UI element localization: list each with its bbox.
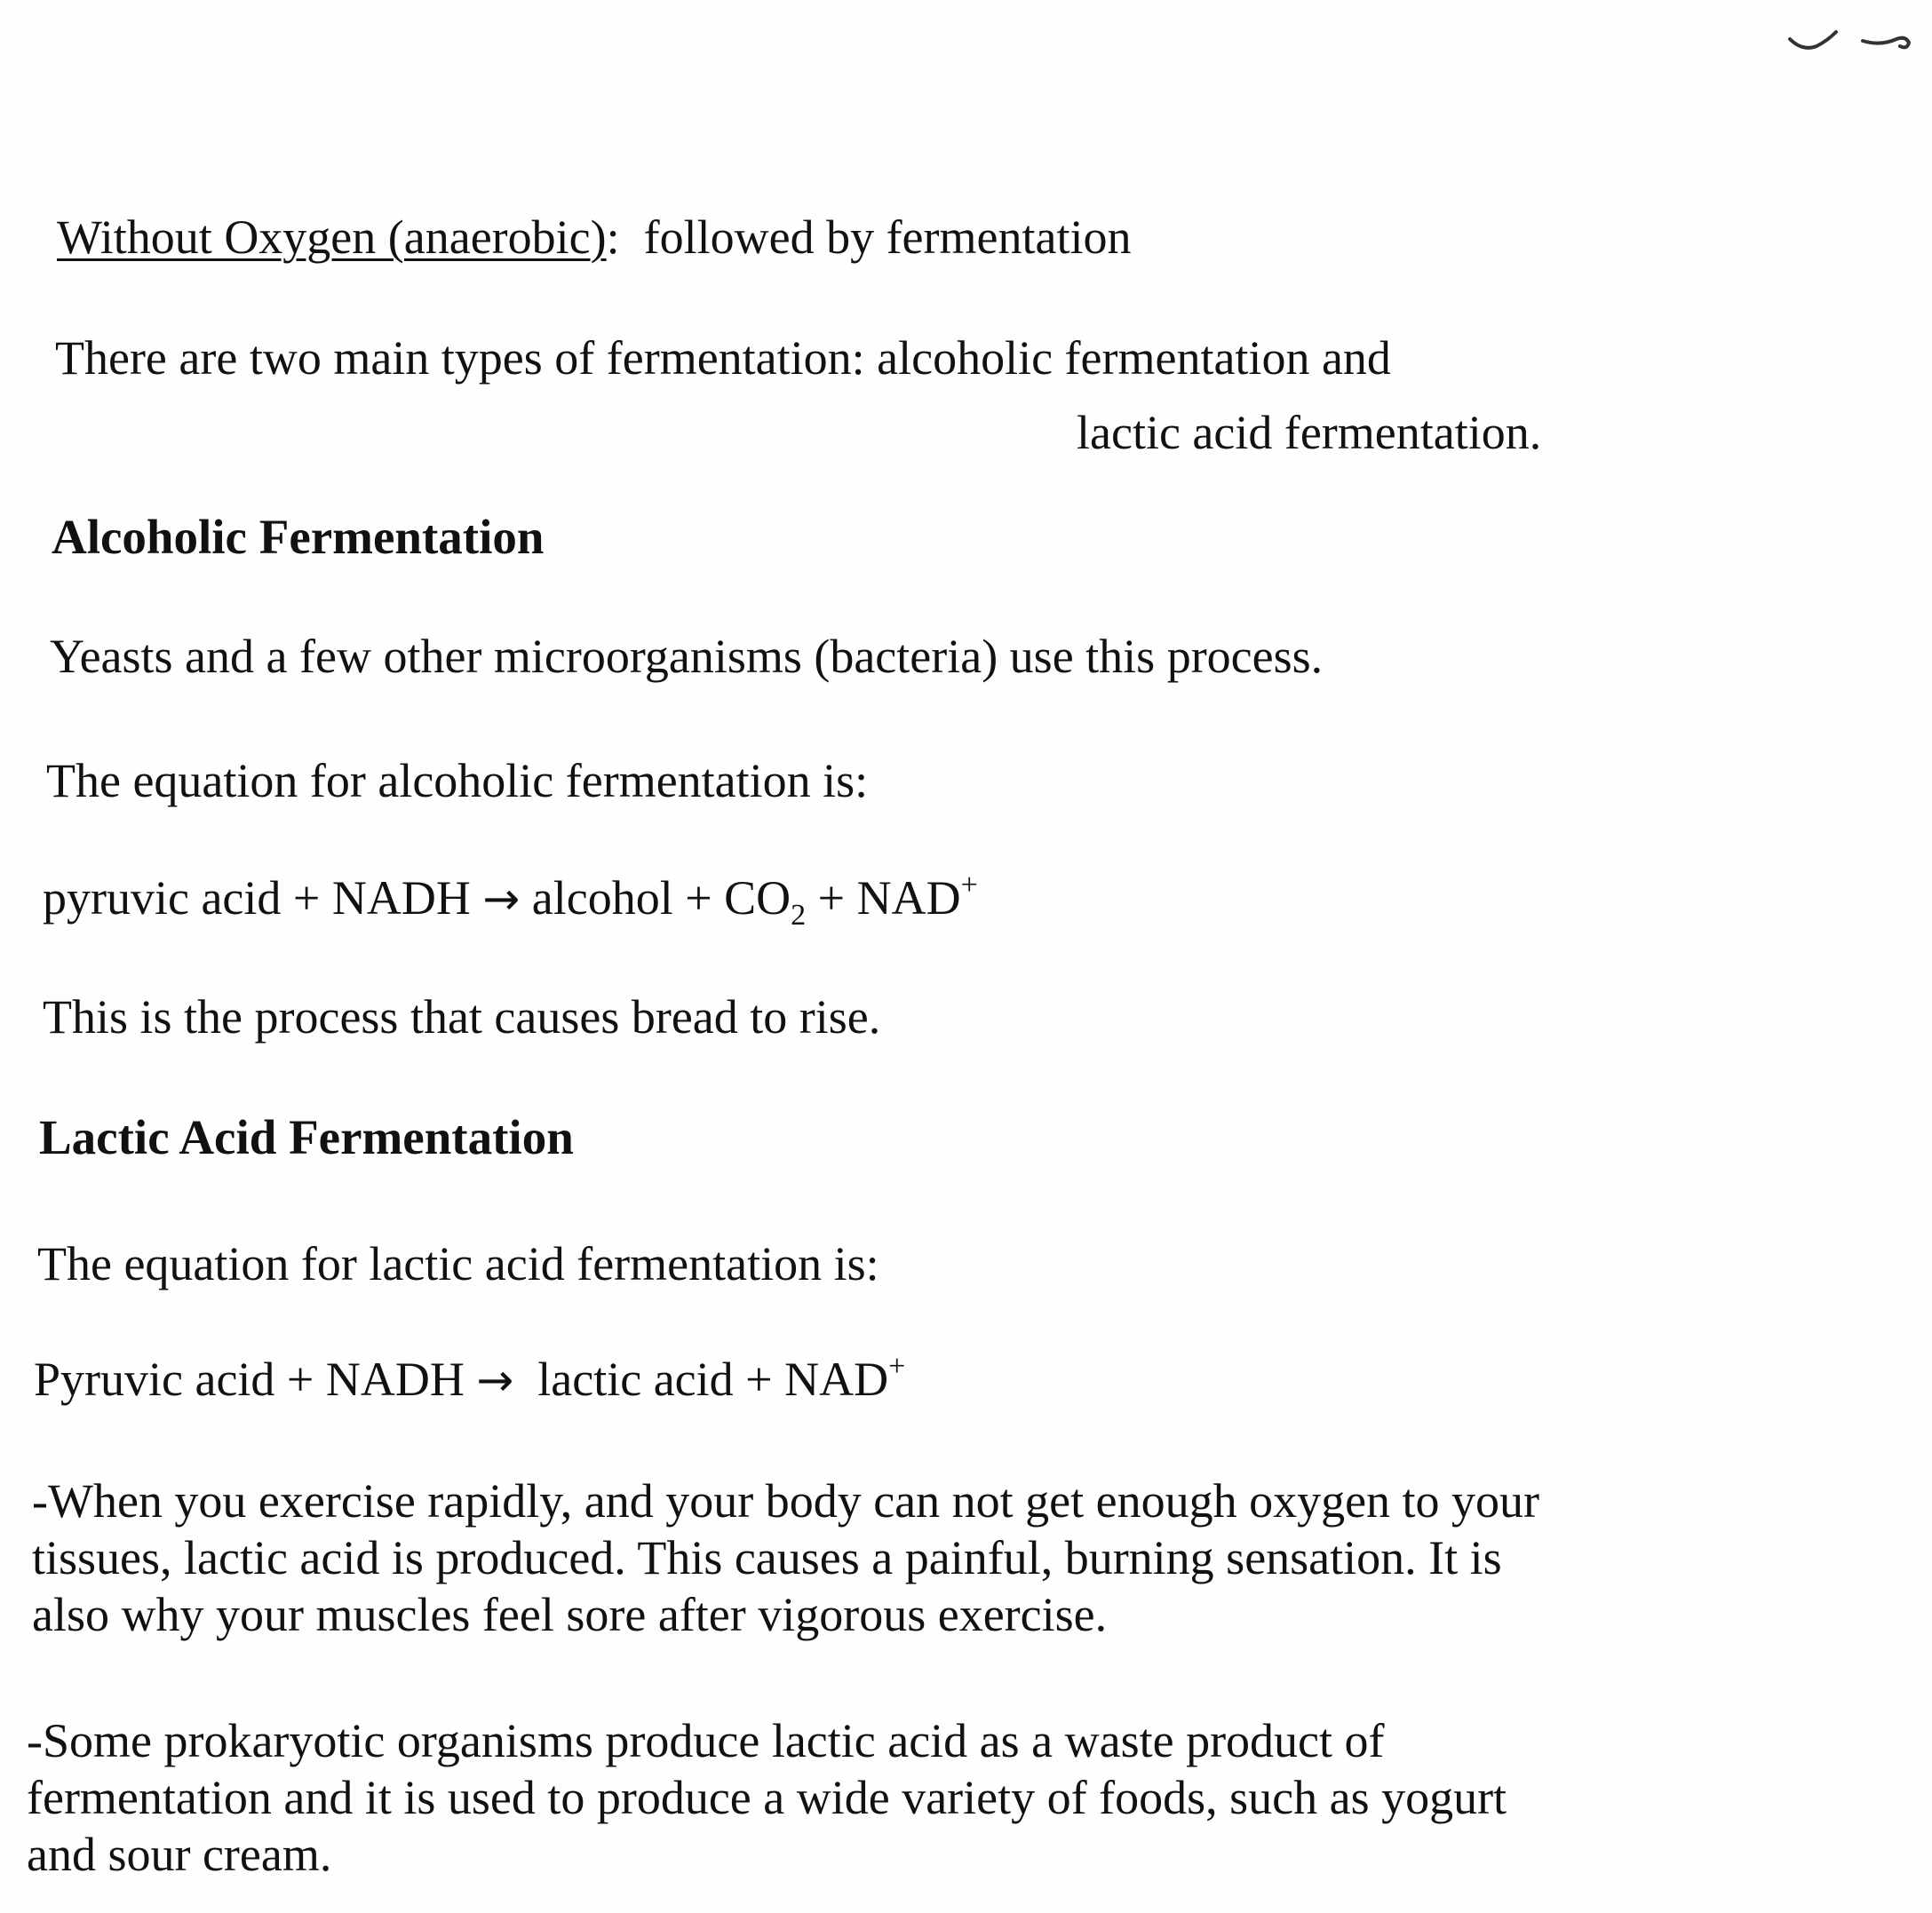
- exercise-line-2: tissues, lactic acid is produced. This causes a painful, burning sensation. It is: [32, 1531, 1502, 1584]
- prokaryote-line-3: and sour cream.: [27, 1828, 332, 1881]
- lactic-equation-intro: The equation for lactic acid fermentation is:: [37, 1237, 879, 1290]
- prokaryote-line-1: -Some prokaryotic organisms produce lactic acid as a waste product of: [27, 1714, 1385, 1767]
- exercise-line-3: also why your muscles feel sore after vigorous exercise.: [32, 1588, 1108, 1641]
- exercise-line-1: -When you exercise rapidly, and your body can not get enough oxygen to your: [32, 1474, 1540, 1528]
- lactic-heading: Lactic Acid Fermentation: [39, 1110, 574, 1164]
- alcoholic-users: Yeasts and a few other microorganisms (bacteria) use this process.: [50, 630, 1324, 683]
- lactic-equation: [34, 1352, 905, 1408]
- check-mark-icon: [1783, 20, 1916, 64]
- intro-line-2: lactic acid fermentation.: [1077, 406, 1542, 459]
- alcoholic-equation-intro: The equation for alcoholic fermentation is:: [46, 754, 869, 807]
- co2-subscript: 2: [791, 899, 807, 932]
- section-title-colon: :: [606, 210, 620, 264]
- intro-line-1: There are two main types of fermentation: alcoholic fermentation and: [55, 331, 1391, 385]
- alcoholic-heading: Alcoholic Fermentation: [52, 510, 545, 564]
- alcoholic-note: This is the process that causes bread to rise.: [43, 990, 881, 1044]
- alcoholic-reactants: pyruvic acid + NADH: [43, 871, 471, 925]
- lactic-reactants: Pyruvic acid + NADH: [34, 1353, 465, 1406]
- alcoholic-equation: [43, 869, 978, 932]
- alcoholic-product-b: + NAD: [817, 871, 961, 925]
- arrow-icon: →: [482, 873, 521, 925]
- exercise-paragraph: [32, 1472, 1539, 1643]
- section-title: Without Oxygen (anaerobic): [57, 210, 607, 264]
- prokaryote-paragraph: [27, 1712, 1507, 1883]
- section-title-rest: followed by fermentation: [643, 210, 1132, 264]
- prokaryote-line-2: fermentation and it is used to produce a wide variety of foods, such as yogurt: [27, 1771, 1507, 1824]
- alcoholic-product-a: alcohol + CO: [531, 871, 791, 925]
- arrow-icon: →: [476, 1354, 514, 1406]
- lactic-products: lactic acid + NAD: [537, 1353, 889, 1406]
- nad-superscript: +: [960, 869, 978, 901]
- nad-superscript: +: [888, 1350, 906, 1383]
- section-title-line: [57, 210, 1131, 265]
